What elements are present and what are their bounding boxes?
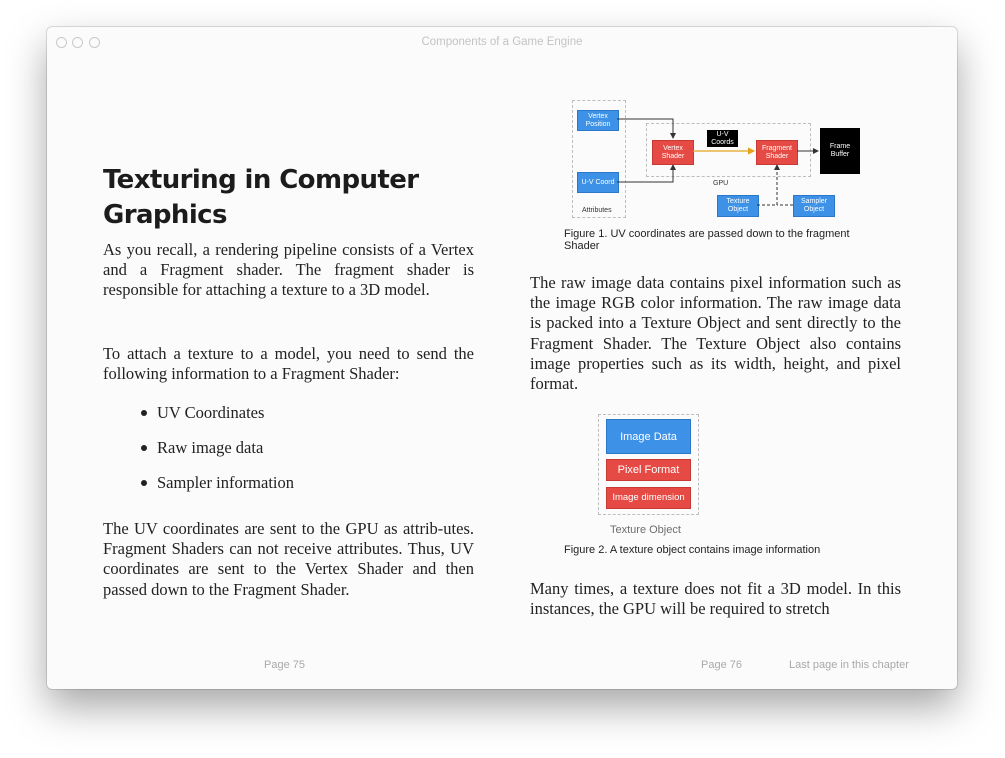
right-paragraph-1: The raw image data contains pixel information such as the image RGB color information. The raw image data is packed into a Texture Object and sent directly to the Fragment Shader. The Texture Object also contains image properties such as its width, height, and pixel format. bbox=[530, 273, 901, 394]
left-page-number: Page 75 bbox=[264, 659, 305, 671]
right-paragraph-2: Many times, a texture does not fit a 3D model. In this instances, the GPU will be required to stretch bbox=[530, 579, 901, 619]
attributes-label: Attributes bbox=[582, 207, 612, 214]
uv-coords-box: U-V Coords bbox=[707, 130, 738, 147]
pixel-format-box: Pixel Format bbox=[606, 459, 691, 481]
bullet-list bbox=[103, 403, 463, 508]
fragment-shader-box: Fragment Shader bbox=[756, 140, 798, 165]
figure-1-arrows bbox=[47, 27, 957, 227]
vertex-shader-box: Vertex Shader bbox=[652, 140, 694, 165]
list-item: Raw image data bbox=[103, 438, 463, 473]
chapter-end-note: Last page in this chapter bbox=[789, 659, 909, 671]
section-heading: Texturing in Computer Graphics bbox=[103, 165, 419, 230]
left-paragraph-3: The UV coordinates are sent to the GPU as attrib-utes. Fragment Shaders can not receive attributes. Thus, UV coordinates are sent to the Vertex Shader and then passed down to the Fragment Shader. bbox=[103, 519, 474, 599]
vertex-position-box: Vertex Position bbox=[577, 110, 619, 131]
image-dimension-box: Image dimension bbox=[606, 487, 691, 509]
bullet-icon bbox=[141, 410, 147, 416]
window-title: Components of a Game Engine bbox=[421, 36, 583, 48]
gpu-label: GPU bbox=[713, 180, 729, 187]
texture-object-label: Texture Object bbox=[610, 524, 681, 536]
bullet-icon bbox=[141, 445, 147, 451]
uv-arrow bbox=[617, 165, 673, 182]
list-item: UV Coordinates bbox=[103, 403, 463, 438]
image-data-box: Image Data bbox=[606, 419, 691, 454]
frame-buffer-box: Frame Buffer bbox=[820, 128, 860, 174]
figure-2-caption: Figure 2. A texture object contains image information bbox=[564, 544, 821, 556]
left-paragraph-1: As you recall, a rendering pipeline consists of a Vertex and a Fragment shader. The fragment shader is responsible for attaching a texture to a 3D model. bbox=[103, 240, 474, 300]
bullet-icon bbox=[141, 480, 147, 486]
texture-object-box: Texture Object bbox=[717, 195, 759, 217]
position-arrow bbox=[617, 119, 673, 138]
uv-coord-box: U-V Coord bbox=[577, 172, 619, 193]
book-window bbox=[47, 27, 957, 689]
left-paragraph-2: To attach a texture to a model, you need to send the following information to a Fragment Shader: bbox=[103, 344, 474, 384]
figure-1-caption: Figure 1. UV coordinates are passed down to the fragment Shader bbox=[564, 228, 850, 252]
sampler-object-box: Sampler Object bbox=[793, 195, 835, 217]
texture-arrow bbox=[757, 165, 777, 205]
list-item: Sampler information bbox=[103, 473, 463, 508]
right-page-number: Page 76 bbox=[701, 659, 742, 671]
